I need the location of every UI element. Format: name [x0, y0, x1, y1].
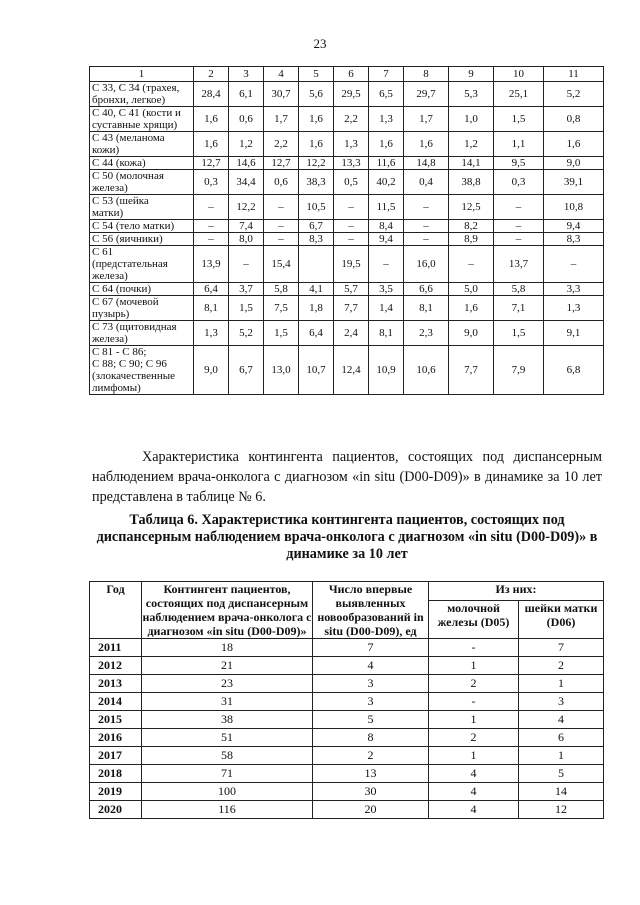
- table-cell: 23: [142, 675, 313, 693]
- table-cell: 38,8: [449, 170, 494, 195]
- table-cell: 12,4: [334, 346, 369, 395]
- table-cell: 9,4: [369, 233, 404, 246]
- table-row: [90, 246, 604, 283]
- table-cell: 4: [519, 711, 604, 729]
- table-cell: 10,7: [299, 346, 334, 395]
- table-cell: 1: [429, 711, 519, 729]
- column-number: 11: [544, 67, 604, 82]
- table-cell: 2: [429, 729, 519, 747]
- table-row: [90, 801, 604, 819]
- table-cell: 28,4: [194, 82, 229, 107]
- table-cell: 3,7: [229, 283, 264, 296]
- table-cell: 2: [519, 657, 604, 675]
- table-cell: –: [194, 220, 229, 233]
- table-cell: 5,2: [229, 321, 264, 346]
- table-cell: 19,5: [334, 246, 369, 283]
- table-row: [90, 220, 604, 233]
- table-cell: 15,4: [264, 246, 299, 283]
- row-label: С 43 (меланома кожи): [90, 132, 194, 157]
- table-cell: 5,8: [264, 283, 299, 296]
- table-cell: 1,6: [299, 107, 334, 132]
- column-number: 1: [90, 67, 194, 82]
- table-cell: 38: [142, 711, 313, 729]
- table-cell: 1: [519, 747, 604, 765]
- table-cell: 12,2: [229, 195, 264, 220]
- table-cell: 1,3: [369, 107, 404, 132]
- row-label: С 50 (молочная железа): [90, 170, 194, 195]
- incidence-table: [89, 66, 604, 395]
- year-cell: 2015: [90, 711, 142, 729]
- table-cell: 6,1: [229, 82, 264, 107]
- table-cell: 5,7: [334, 283, 369, 296]
- table-cell: 11,6: [369, 157, 404, 170]
- year-cell: 2013: [90, 675, 142, 693]
- table-cell: 1: [429, 657, 519, 675]
- table-cell: -: [429, 639, 519, 657]
- table-cell: 2,2: [334, 107, 369, 132]
- table-cell: 6,6: [404, 283, 449, 296]
- table-cell: –: [449, 246, 494, 283]
- table-cell: 71: [142, 765, 313, 783]
- table-cell: –: [404, 195, 449, 220]
- table-cell: 9,0: [544, 157, 604, 170]
- table-cell: 30,7: [264, 82, 299, 107]
- column-number: 4: [264, 67, 299, 82]
- table-cell: 0,8: [544, 107, 604, 132]
- table-cell: 6,7: [299, 220, 334, 233]
- table-cell: 0,3: [494, 170, 544, 195]
- table-row: [90, 195, 604, 220]
- table-cell: 18: [142, 639, 313, 657]
- column-number: 3: [229, 67, 264, 82]
- table-cell: 1,7: [264, 107, 299, 132]
- table-row: [90, 233, 604, 246]
- table-cell: 8,0: [229, 233, 264, 246]
- column-number: 9: [449, 67, 494, 82]
- table-cell: 1,2: [449, 132, 494, 157]
- table-cell: 12: [519, 801, 604, 819]
- table-cell: 8,2: [449, 220, 494, 233]
- table-cell: 1,3: [194, 321, 229, 346]
- table-cell: 8,1: [369, 321, 404, 346]
- table-cell: 8,1: [194, 296, 229, 321]
- page-number: 23: [313, 36, 327, 51]
- table-cell: 3,5: [369, 283, 404, 296]
- body-paragraph: Характеристика контингента пациентов, состоящих под диспансерным наблюдением врача-онколога с диагнозом «in situ (D00-D09)» в динамике за 10 лет представлена в таблице № 6.: [92, 449, 602, 506]
- table-cell: 20: [313, 801, 429, 819]
- table-cell: 2,2: [264, 132, 299, 157]
- table-cell: 1,6: [369, 132, 404, 157]
- table-cell: 8,3: [544, 233, 604, 246]
- table-cell: 8,1: [404, 296, 449, 321]
- table-cell: –: [404, 233, 449, 246]
- row-label: С 44 (кожа): [90, 157, 194, 170]
- table-cell: 5: [519, 765, 604, 783]
- table-cell: 16,0: [404, 246, 449, 283]
- column-number: 5: [299, 67, 334, 82]
- table-row: [90, 170, 604, 195]
- table-cell: 14,6: [229, 157, 264, 170]
- table-cell: 8: [313, 729, 429, 747]
- table-cell: 9,0: [194, 346, 229, 395]
- table-row: [90, 107, 604, 132]
- table-row: [90, 765, 604, 783]
- table-row: [90, 639, 604, 657]
- table-cell: 10,8: [544, 195, 604, 220]
- row-label: С 81 - С 86; С 88; С 90; С 96 (злокачественные лимфомы): [90, 346, 194, 395]
- table-cell: 1,0: [449, 107, 494, 132]
- table-cell: 39,1: [544, 170, 604, 195]
- table-cell: 6,8: [544, 346, 604, 395]
- table-cell: 5,0: [449, 283, 494, 296]
- table-cell: 9,4: [544, 220, 604, 233]
- table-cell: 1,6: [404, 132, 449, 157]
- table-cell: 8,3: [299, 233, 334, 246]
- table-cell: 4,1: [299, 283, 334, 296]
- table-cell: 7,9: [494, 346, 544, 395]
- table-cell: 58: [142, 747, 313, 765]
- table-cell: 1: [429, 747, 519, 765]
- table-cell: 5,8: [494, 283, 544, 296]
- table-cell: 0,5: [334, 170, 369, 195]
- header-cervix: шейки матки (D06): [519, 601, 604, 639]
- table-cell: 1,4: [369, 296, 404, 321]
- row-label: С 61 (предстательная железа): [90, 246, 194, 283]
- table-cell: 8,9: [449, 233, 494, 246]
- table-cell: 1,6: [299, 132, 334, 157]
- table-cell: 4: [429, 801, 519, 819]
- row-label: С 64 (почки): [90, 283, 194, 296]
- year-cell: 2020: [90, 801, 142, 819]
- table-cell: –: [264, 233, 299, 246]
- year-cell: 2011: [90, 639, 142, 657]
- table-cell: 0,6: [264, 170, 299, 195]
- row-label: С 54 (тело матки): [90, 220, 194, 233]
- table-cell: 116: [142, 801, 313, 819]
- table-cell: 1,6: [544, 132, 604, 157]
- table-cell: 6,7: [229, 346, 264, 395]
- table-cell: 12,5: [449, 195, 494, 220]
- table-cell: 25,1: [494, 82, 544, 107]
- year-cell: 2017: [90, 747, 142, 765]
- table-cell: 34,4: [229, 170, 264, 195]
- table-cell: 10,9: [369, 346, 404, 395]
- table-cell: 29,7: [404, 82, 449, 107]
- table-cell: 1,3: [334, 132, 369, 157]
- table-cell: -: [429, 693, 519, 711]
- table-cell: 5,6: [299, 82, 334, 107]
- table-cell: 9,0: [449, 321, 494, 346]
- table-cell: 40,2: [369, 170, 404, 195]
- table-row: [90, 321, 604, 346]
- table-cell: 12,2: [299, 157, 334, 170]
- table-cell: –: [404, 220, 449, 233]
- table-cell: –: [544, 246, 604, 283]
- table-cell: 2: [313, 747, 429, 765]
- table-row: [90, 82, 604, 107]
- table-cell: –: [334, 195, 369, 220]
- year-cell: 2012: [90, 657, 142, 675]
- row-label: С 73 (щитовидная железа): [90, 321, 194, 346]
- header-of-them: Из них:: [429, 582, 604, 601]
- table-cell: 1,2: [229, 132, 264, 157]
- table-cell: 14,1: [449, 157, 494, 170]
- table-row: [90, 346, 604, 395]
- table-cell: 14,8: [404, 157, 449, 170]
- table-cell: 2: [429, 675, 519, 693]
- table-cell: 1,5: [229, 296, 264, 321]
- table-cell: 9,1: [544, 321, 604, 346]
- table-cell: 0,6: [229, 107, 264, 132]
- table-cell: 1,6: [449, 296, 494, 321]
- table-cell: 1,7: [404, 107, 449, 132]
- table-cell: 3: [519, 693, 604, 711]
- table-row: [90, 296, 604, 321]
- table-cell: 13,3: [334, 157, 369, 170]
- table-cell: 100: [142, 783, 313, 801]
- table-cell: 1: [519, 675, 604, 693]
- table-row: [90, 729, 604, 747]
- table-cell: –: [369, 246, 404, 283]
- row-label: С 53 (шейка матки): [90, 195, 194, 220]
- table-row: [90, 783, 604, 801]
- table-row: [90, 283, 604, 296]
- table-cell: 1,6: [194, 132, 229, 157]
- table-cell: 5: [313, 711, 429, 729]
- year-cell: 2019: [90, 783, 142, 801]
- table-cell: –: [194, 233, 229, 246]
- table-cell: 2,3: [404, 321, 449, 346]
- table-cell: 1,5: [494, 107, 544, 132]
- table-cell: [299, 246, 334, 283]
- table-cell: 7,5: [264, 296, 299, 321]
- year-cell: 2014: [90, 693, 142, 711]
- table-cell: 4: [429, 783, 519, 801]
- table-cell: 1,3: [544, 296, 604, 321]
- table-cell: 4: [429, 765, 519, 783]
- table-cell: –: [194, 195, 229, 220]
- table-header-row: [90, 67, 604, 82]
- table-cell: 7,1: [494, 296, 544, 321]
- table-cell: 3: [313, 693, 429, 711]
- table-cell: 3: [313, 675, 429, 693]
- row-label: С 56 (яичники): [90, 233, 194, 246]
- table-cell: 14: [519, 783, 604, 801]
- table-row: [90, 157, 604, 170]
- table-row: [90, 132, 604, 157]
- table-cell: 1,1: [494, 132, 544, 157]
- table-cell: 6: [519, 729, 604, 747]
- header-new-cases: Число впервые выявленных новообразований in situ (D00-D09), ед: [313, 582, 429, 639]
- table-cell: 7,7: [449, 346, 494, 395]
- in-situ-table: [89, 581, 604, 819]
- table-cell: 5,2: [544, 82, 604, 107]
- year-cell: 2016: [90, 729, 142, 747]
- table-cell: 1,5: [264, 321, 299, 346]
- table-cell: 7: [313, 639, 429, 657]
- table-cell: 12,7: [264, 157, 299, 170]
- row-label: С 40, С 41 (кости и суставные хрящи): [90, 107, 194, 132]
- table-cell: 11,5: [369, 195, 404, 220]
- table-cell: 6,4: [299, 321, 334, 346]
- header-year: Год: [90, 582, 142, 639]
- table-cell: 0,3: [194, 170, 229, 195]
- column-number: 7: [369, 67, 404, 82]
- table-cell: 12,7: [194, 157, 229, 170]
- table-cell: 38,3: [299, 170, 334, 195]
- table-cell: –: [264, 195, 299, 220]
- table-cell: 4: [313, 657, 429, 675]
- table-row: [90, 711, 604, 729]
- table-cell: 9,5: [494, 157, 544, 170]
- table-cell: 6,5: [369, 82, 404, 107]
- row-label: С 67 (мочевой пузырь): [90, 296, 194, 321]
- table-row: [90, 657, 604, 675]
- column-number: 8: [404, 67, 449, 82]
- table-cell: 2,4: [334, 321, 369, 346]
- table-cell: –: [334, 233, 369, 246]
- column-number: 10: [494, 67, 544, 82]
- table-cell: 5,3: [449, 82, 494, 107]
- table-cell: –: [494, 233, 544, 246]
- table-row: [90, 747, 604, 765]
- table-row: [90, 675, 604, 693]
- table-cell: 13: [313, 765, 429, 783]
- header-breast: молочной железы (D05): [429, 601, 519, 639]
- table-cell: 30: [313, 783, 429, 801]
- table-cell: 7,7: [334, 296, 369, 321]
- table-cell: 51: [142, 729, 313, 747]
- table-cell: –: [494, 195, 544, 220]
- header-contingent: Контингент пациентов, состоящих под диспансерным наблюдением врача-онколога с диагнозом «in situ (D00-D09)»: [142, 582, 312, 638]
- table-row: [90, 693, 604, 711]
- table-cell: 1,8: [299, 296, 334, 321]
- table-cell: –: [334, 220, 369, 233]
- table-cell: 10,6: [404, 346, 449, 395]
- table-cell: 0,4: [404, 170, 449, 195]
- table-cell: 31: [142, 693, 313, 711]
- table-cell: –: [494, 220, 544, 233]
- table-cell: –: [264, 220, 299, 233]
- year-cell: 2018: [90, 765, 142, 783]
- table-cell: 6,4: [194, 283, 229, 296]
- table-cell: 29,5: [334, 82, 369, 107]
- table6-caption: Таблица 6. Характеристика контингента пациентов, состоящих под диспансерным наблюдением врача-онколога с диагнозом «in situ (D00-D09)» в динамике за 10 лет: [96, 512, 598, 562]
- row-label: С 33, С 34 (трахея, бронхи, легкое): [90, 82, 194, 107]
- column-number: 6: [334, 67, 369, 82]
- table-cell: –: [229, 246, 264, 283]
- table-cell: 21: [142, 657, 313, 675]
- table-cell: 13,9: [194, 246, 229, 283]
- column-number: 2: [194, 67, 229, 82]
- table-cell: 10,5: [299, 195, 334, 220]
- table-cell: 13,0: [264, 346, 299, 395]
- table-cell: 3,3: [544, 283, 604, 296]
- table-cell: 8,4: [369, 220, 404, 233]
- table-cell: 7,4: [229, 220, 264, 233]
- table-cell: 1,6: [194, 107, 229, 132]
- table-cell: 1,5: [494, 321, 544, 346]
- table-cell: 7: [519, 639, 604, 657]
- table-cell: 13,7: [494, 246, 544, 283]
